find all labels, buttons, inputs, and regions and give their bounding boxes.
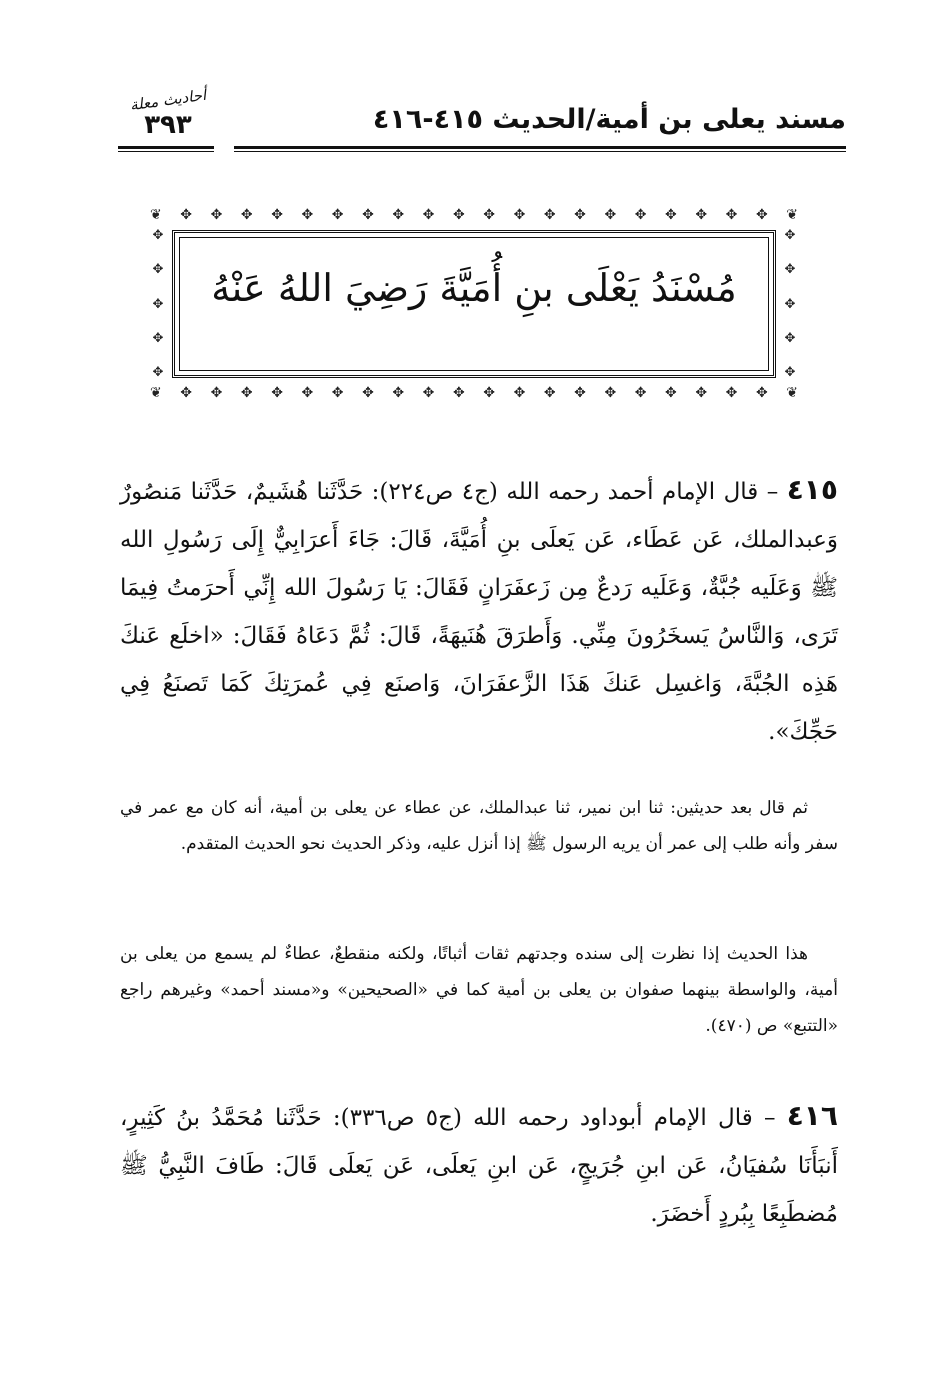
- header-rule-thin: [234, 151, 846, 152]
- frame-ornament-bottom: ❦ ✥ ✥ ✥ ✥ ✥ ✥ ✥ ✥ ✥ ✥ ✥ ✥ ✥ ✥ ✥ ✥ ✥ ✥ ✥ ✥ ❦: [150, 385, 798, 401]
- page-number-rule-thin: [118, 151, 214, 152]
- hadith-number: ٤١٦: [786, 1099, 838, 1132]
- commentary-paragraph: هذا الحديث إذا نظرت إلى سنده وجدتهم ثقات أثباتًا، ولكنه منقطعٌ، عطاءٌ لم يسمع من يعلى بن أمية، والواسطة بينهما صفوان بن يعلى بن أمية كما في «الصحيحين» و«مسند أحمد» وغيرهم راجع «التتبع» ص (٤٧٠).: [120, 944, 838, 1036]
- header-rule: [234, 146, 846, 149]
- commentary-paragraph: ثم قال بعد حديثين: ثنا ابن نمير، ثنا عبدالملك، عن عطاء عن يعلى بن أمية، أنه كان مع عمر في سفر وأنه طلب إلى عمر أن يريه الرسول ﷺ إذا أنزل عليه، وذكر الحديث نحو الحديث المتقدم.: [120, 798, 838, 854]
- ornamental-title-frame: [150, 206, 798, 402]
- hadith-415: [120, 466, 838, 756]
- frame-ornament-left: ✥ ✥ ✥ ✥ ✥: [152, 228, 164, 380]
- hadith-text: – قال الإمام أبوداود رحمه الله (ج٥ ص٣٣٦): حَدَّثَنا مُحَمَّدُ بنُ كَثِيرٍ، أَنبَأَنَا سُفيَانُ، عَن ابنِ جُرَيجٍ، عَن ابنِ يَعلَى، عَن يَعلَى قَالَ: طَافَ النَّبِيُّ ﷺ مُضطَبِعًا بِبُردٍ أَخضَرَ.: [120, 1105, 838, 1227]
- frame-ornament-right: ✥ ✥ ✥ ✥ ✥: [784, 228, 796, 380]
- page-number: ٣٩٣: [144, 110, 192, 140]
- hadith-number: ٤١٥: [786, 473, 838, 506]
- page-number-rule: [118, 146, 214, 149]
- section-title: مُسْنَدُ يَعْلَى بنِ أُمَيَّةَ رَضِيَ اللهُ عَنْهُ: [211, 266, 737, 310]
- hadith-416: [120, 1092, 838, 1238]
- frame-ornament-top: ❦ ✥ ✥ ✥ ✥ ✥ ✥ ✥ ✥ ✥ ✥ ✥ ✥ ✥ ✥ ✥ ✥ ✥ ✥ ✥ ✥ ❦: [150, 207, 798, 223]
- running-header-title: مسند يعلى بن أمية/الحديث ٤١٥-٤١٦: [372, 104, 846, 135]
- page-corner: [110, 85, 226, 140]
- corner-note: أحاديث معلة: [128, 85, 208, 115]
- hadith-text: – قال الإمام أحمد رحمه الله (ج٤ ص٢٢٤): حَدَّثَنا هُشَيمٌ، حَدَّثَنا مَنصُورٌ وَعبدالملك، عَن عَطَاء، عَن يَعلَى بنِ أُمَيَّةَ، قَالَ: جَاءَ أَعرَابِيٌّ إِلَى رَسُولِ الله ﷺ وَعَلَيه جُبَّةٌ، وَعَلَيه رَدعٌ مِن زَعفَرَانٍ فَقَالَ: يَا رَسُولَ الله إِنِّي أَحرَمتُ فِيمَا تَرَى، وَالنَّاسُ يَسخَرُونَ مِنِّي. وَأَطرَقَ هُنَيهَةً، قَالَ: ثُمَّ دَعَاهُ فَقَالَ: «اخلَع عَنكَ هَذِه الجُبَّةَ، وَاغسِل عَنكَ هَذَا الزَّعفَرَانَ، وَاصنَع فِي عُمرَتِكَ كَمَا تَصنَعُ فِي حَجِّكَ».: [120, 479, 838, 745]
